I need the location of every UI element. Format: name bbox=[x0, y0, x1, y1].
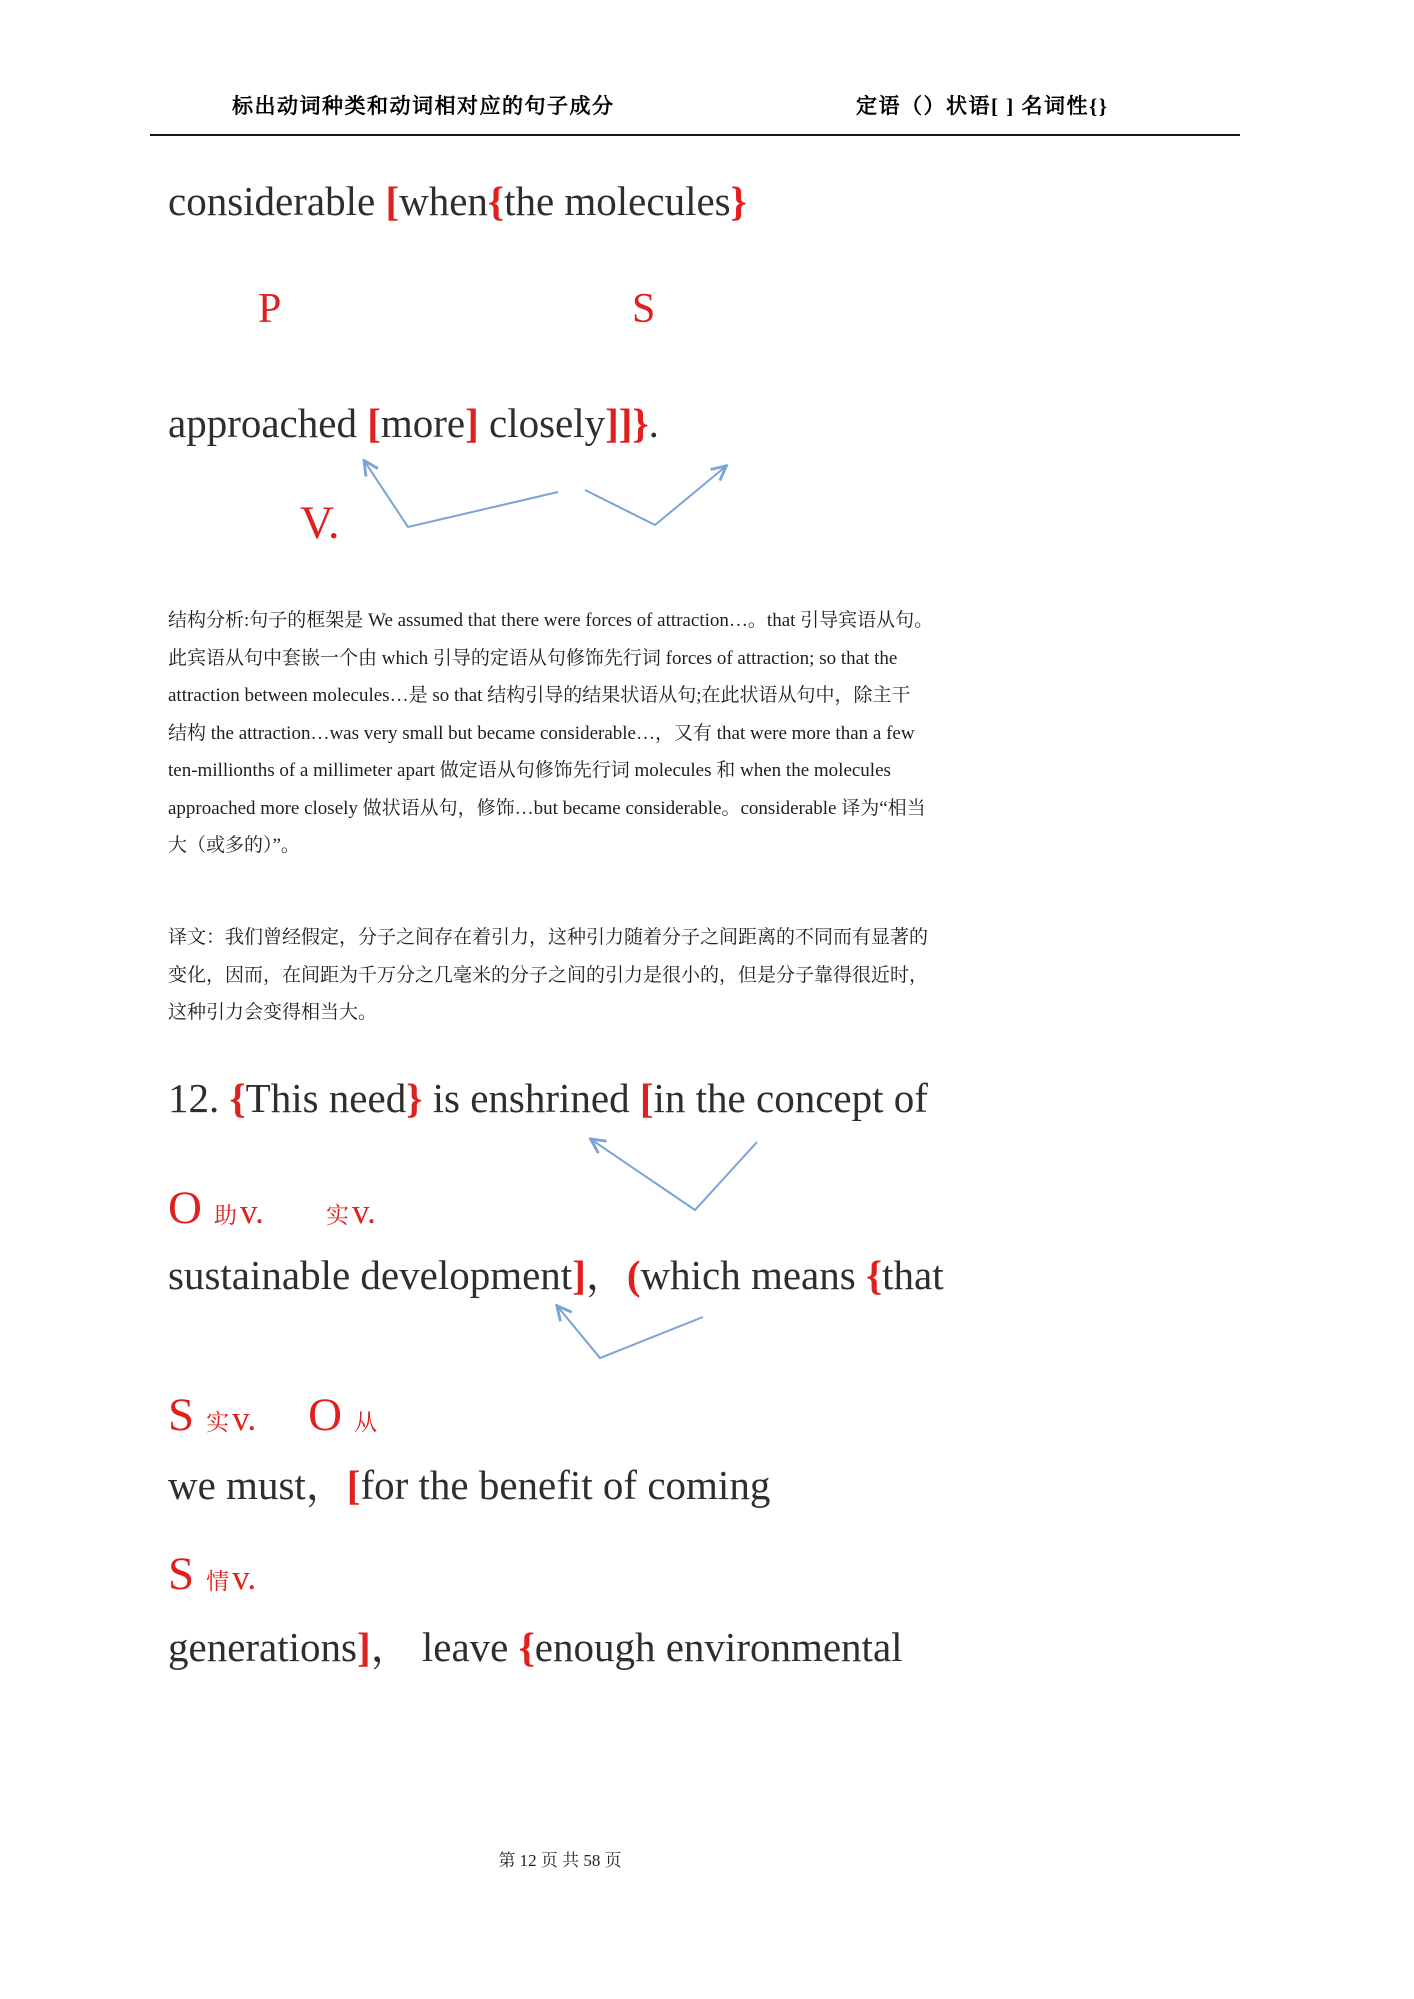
grammar-label-row-subject-object bbox=[168, 1389, 378, 1441]
text-segment: ]]} bbox=[605, 400, 649, 446]
grammar-label-s: S bbox=[632, 286, 656, 332]
label-object: O bbox=[308, 1389, 343, 1441]
label-verb: v. bbox=[351, 1192, 376, 1231]
label-subject: S bbox=[168, 1548, 195, 1600]
sentence-line-sustainable bbox=[168, 1250, 944, 1301]
label-verb: v. bbox=[239, 1192, 264, 1231]
text-segment: ] bbox=[572, 1252, 586, 1298]
arrow-to-approached bbox=[365, 462, 558, 527]
text-segment: leave bbox=[411, 1624, 519, 1670]
paragraph-line: 变化，因而，在间距为千万分之几毫米的分子之间的引力是很小的，但是分子靠得很近时， bbox=[168, 964, 929, 986]
text-segment: the molecules bbox=[504, 178, 731, 224]
text-segment: { bbox=[518, 1624, 535, 1670]
text-segment: [ bbox=[367, 400, 381, 446]
header-legend: 定语（）状语[ ] 名词性{} bbox=[856, 94, 1109, 118]
text-segment: approached bbox=[168, 400, 368, 446]
arrow-to-enshrined bbox=[592, 1140, 757, 1210]
analysis-paragraph bbox=[168, 602, 958, 865]
text-segment: more bbox=[380, 400, 466, 446]
text-segment: for the benefit of coming bbox=[360, 1462, 771, 1508]
label-verb: v. bbox=[232, 1399, 257, 1438]
paragraph-line: ten-millionths of a millimeter apart 做定语从句修饰先行词 molecules 和 when the molecules bbox=[168, 760, 891, 781]
grammar-label-row-subject bbox=[168, 1548, 257, 1600]
sentence-line-approached bbox=[168, 398, 659, 449]
label-modal: 情 bbox=[206, 1569, 230, 1594]
text-segment: sustainable development bbox=[168, 1252, 573, 1298]
text-segment: [ bbox=[639, 1075, 654, 1121]
header-title: 标出动词种类和动词相对应的句子成分 bbox=[232, 94, 615, 118]
header-divider bbox=[150, 134, 1240, 136]
text-segment: we must bbox=[168, 1462, 306, 1508]
text-segment: 12. bbox=[168, 1075, 230, 1121]
text-segment: [ bbox=[385, 178, 400, 224]
text-segment: This need bbox=[245, 1075, 407, 1121]
text-segment: { bbox=[487, 178, 505, 224]
label-clause: 从 bbox=[354, 1410, 378, 1435]
paragraph-line: approached more closely 做状语从句，修饰…but became considerable。considerable 译为“相当 bbox=[168, 797, 926, 819]
text-segment: . bbox=[648, 400, 659, 446]
sentence-line-generations bbox=[168, 1622, 903, 1673]
paragraph-line: 此宾语从句中套嵌一个由 which 引导的定语从句修饰先行词 forces of attraction; so that the bbox=[168, 647, 898, 669]
paragraph-line: 这种引力会变得相当大。 bbox=[168, 1002, 378, 1023]
text-segment: that bbox=[882, 1252, 944, 1298]
text-segment: is enshrined bbox=[422, 1075, 640, 1121]
label-notional: 实 bbox=[325, 1203, 349, 1228]
paragraph-line: 结构 the attraction…was very small but became considerable…，又有 that were more than a few bbox=[168, 722, 915, 744]
text-segment: } bbox=[406, 1075, 423, 1121]
page-number: 第 12 页 共 58 页 bbox=[498, 1851, 622, 1870]
grammar-label-v: V. bbox=[300, 497, 340, 549]
text-segment: { bbox=[865, 1252, 883, 1298]
paragraph-line: 译文：我们曾经假定，分子之间存在着引力，这种引力随着分子之间距离的不同而有显著的 bbox=[168, 927, 929, 948]
arrow-to-closely bbox=[585, 467, 725, 525]
text-segment: generations bbox=[168, 1624, 357, 1670]
text-segment: { bbox=[229, 1075, 246, 1121]
label-notional: 实 bbox=[206, 1410, 230, 1435]
grammar-label-p: P bbox=[258, 286, 282, 332]
text-segment: } bbox=[730, 178, 747, 224]
text-segment: ， bbox=[305, 1462, 347, 1508]
label-object: O bbox=[168, 1182, 202, 1234]
paragraph-line: attraction between molecules…是 so that 结构引导的结果状语从句;在此状语从句中，除主干 bbox=[168, 685, 911, 706]
label-verb: v. bbox=[232, 1558, 257, 1597]
paragraph-line: 结构分析:句子的框架是 We assumed that there were forces of attraction…。that 引导宾语从句。 bbox=[168, 610, 934, 631]
sentence-line-considerable bbox=[168, 176, 747, 227]
text-segment: ] bbox=[356, 1624, 371, 1670]
text-segment: in the concept of bbox=[653, 1075, 928, 1121]
text-segment: when bbox=[399, 178, 488, 224]
label-auxiliary: 助 bbox=[213, 1203, 237, 1228]
text-segment: ， bbox=[370, 1624, 412, 1670]
sentence-line-we-must bbox=[168, 1460, 770, 1511]
translation-paragraph bbox=[168, 919, 958, 1032]
text-segment: enough environmental bbox=[534, 1624, 903, 1670]
text-segment: which means bbox=[640, 1252, 866, 1298]
grammar-label-row-object bbox=[168, 1182, 376, 1234]
text-segment: considerable bbox=[168, 178, 386, 224]
paragraph-line: 大（或多的）”。 bbox=[168, 835, 300, 856]
sentence-line-this-need bbox=[168, 1073, 928, 1124]
text-segment: ， bbox=[585, 1252, 627, 1298]
text-segment: [ bbox=[346, 1462, 361, 1508]
text-segment: ( bbox=[626, 1252, 641, 1298]
text-segment: ] bbox=[465, 400, 479, 446]
label-subject: S bbox=[168, 1389, 195, 1441]
arrow-to-development bbox=[558, 1307, 703, 1358]
text-segment: closely bbox=[478, 400, 606, 446]
